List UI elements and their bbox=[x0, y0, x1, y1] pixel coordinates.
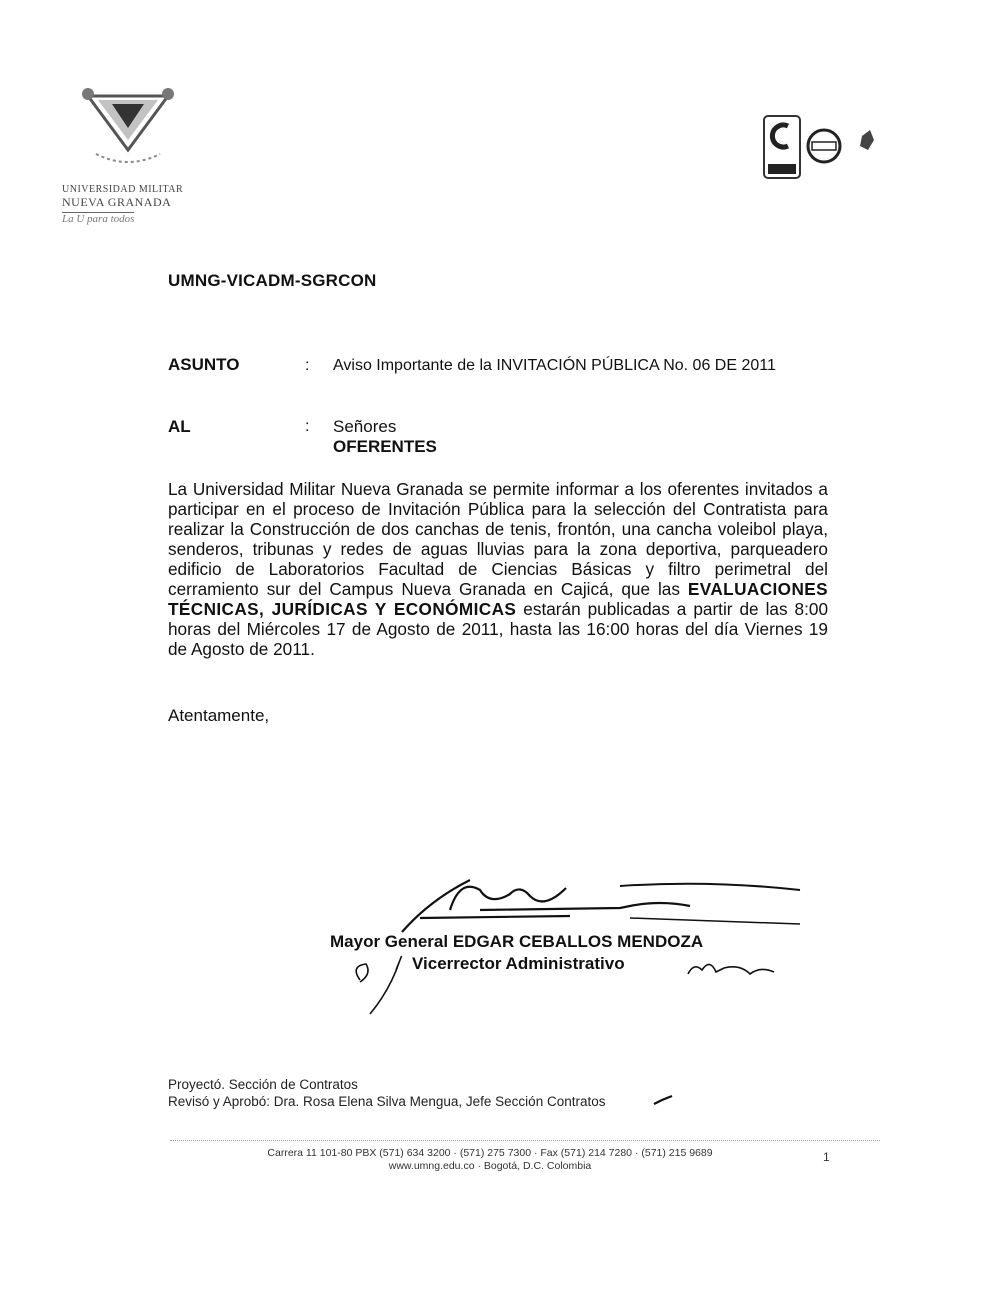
document-reference: UMNG-VICADM-SGRCON bbox=[168, 271, 377, 290]
credits-approved: Revisó y Aprobó: Dra. Rosa Elena Silva Mengua, Jefe Sección Contratos bbox=[168, 1094, 606, 1109]
addressee-label: AL bbox=[168, 417, 191, 436]
credits-projected: Proyectó. Sección de Contratos bbox=[168, 1077, 358, 1092]
subject-text: Aviso Importante de la INVITACIÓN PÚBLICA No. 06 DE 2011 bbox=[333, 357, 776, 374]
footer-contact bbox=[200, 1147, 780, 1173]
footer-divider bbox=[170, 1140, 880, 1141]
body-emphasis: EVALUACIONES TÉCNICAS, JURÍDICAS Y ECONÓMICAS bbox=[168, 579, 828, 619]
page-number: 1 bbox=[823, 1150, 830, 1164]
body-paragraph bbox=[168, 479, 828, 659]
university-name: UNIVERSIDAD MILITAR NUEVA GRANADA bbox=[62, 184, 184, 209]
addressee-salutation: Señores bbox=[333, 417, 397, 436]
check-mark-icon bbox=[652, 1094, 676, 1108]
addressee-recipients: OFERENTES bbox=[333, 437, 437, 456]
certification-seals bbox=[762, 112, 894, 182]
subject-label: ASUNTO bbox=[168, 355, 240, 374]
body-outro: estarán publicadas a partir de las 8:00 horas del Miércoles 17 de Agosto de 2011, hasta las 16:00 horas del día Viernes 19 de Agosto de 2011. bbox=[168, 599, 829, 659]
body-intro: La Universidad Militar Nueva Granada se permite informar a los oferentes invitados a participar en el proceso de Invitación Pública para la selección del Contratista para realizar la Construcción de dos canchas de tenis, frontón, una cancha voleibol playa, senderos, tribunas y redes de aguas lluvias para la zona deportiva, parqueadero edificio de Laboratorios Facultad de Ciencias Básicas y filtro perimetral del cerramiento sur del Campus Nueva Granada en Cajicá, que las bbox=[168, 479, 828, 599]
footer-address: Carrera 11 101-80 PBX (571) 634 3200 · (571) 275 7300 · Fax (571) 214 7280 · (571) 215 9689 bbox=[267, 1147, 713, 1159]
addressee-colon: : bbox=[305, 418, 310, 435]
footer-web: www.umng.edu.co · Bogotá, D.C. Colombia bbox=[388, 1160, 592, 1172]
university-motto: La U para todos bbox=[62, 213, 135, 225]
university-crest-icon bbox=[68, 78, 188, 178]
signatory-title: Vicerrector Administrativo bbox=[412, 954, 625, 973]
document-credits bbox=[168, 1076, 605, 1110]
university-logo bbox=[62, 78, 202, 238]
certification-seals-icon bbox=[762, 112, 894, 182]
closing: Atentamente, bbox=[168, 706, 270, 725]
signatory-name: Mayor General EDGAR CEBALLOS MENDOZA bbox=[330, 932, 704, 951]
subject-colon: : bbox=[305, 357, 310, 374]
